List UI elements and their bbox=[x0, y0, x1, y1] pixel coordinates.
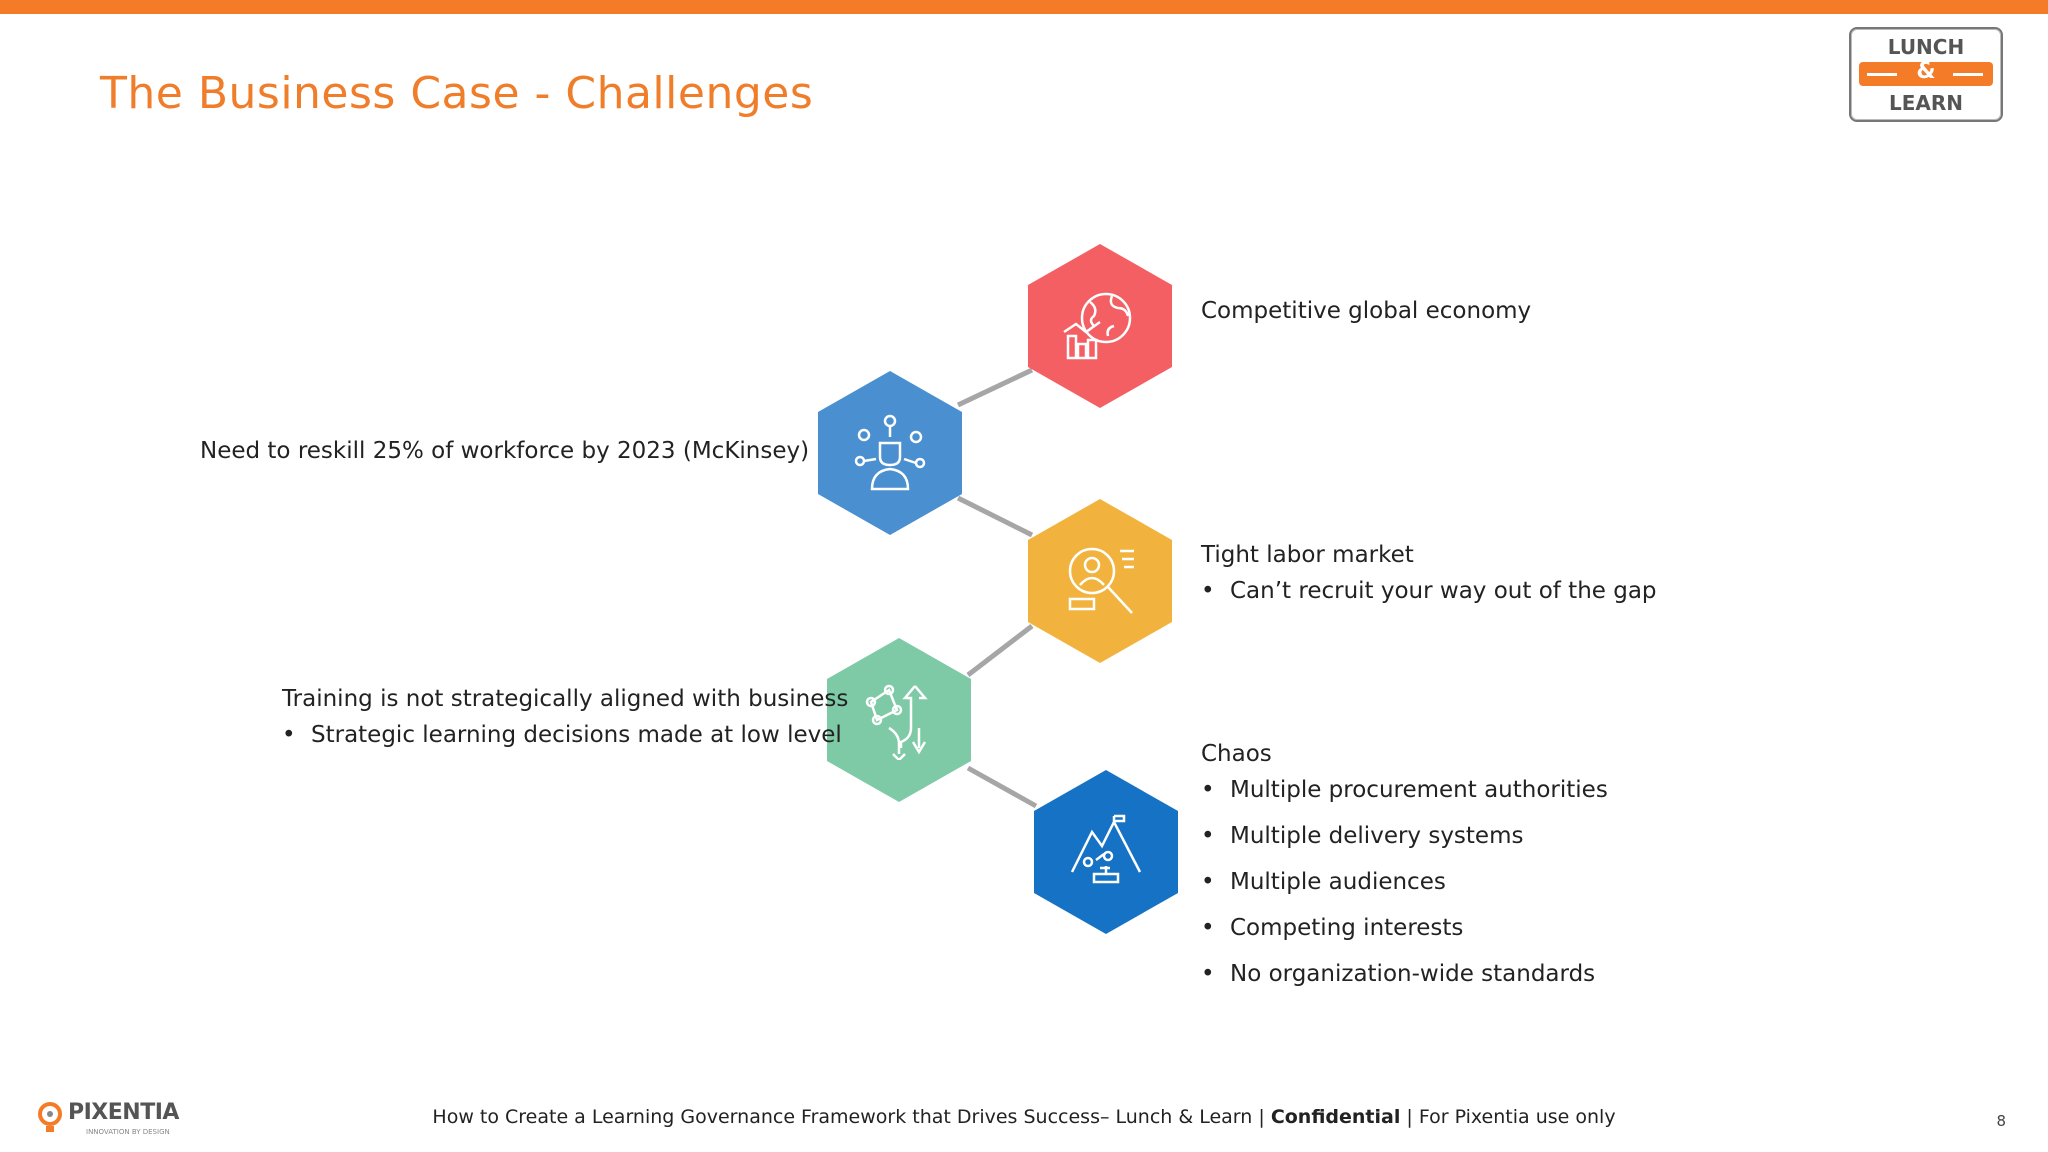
footer-text-main: How to Create a Learning Governance Framework that Drives Success– Lunch & Learn | bbox=[432, 1106, 1271, 1128]
badge-middle-text: & bbox=[1916, 59, 1936, 84]
footer-text-usage: | For Pixentia use only bbox=[1400, 1106, 1616, 1128]
logo-text: PIXENTIA bbox=[68, 1100, 179, 1125]
connector-line bbox=[958, 370, 1032, 405]
challenge-block-4 bbox=[282, 686, 848, 758]
footer-text bbox=[0, 1106, 2048, 1128]
globe-chart-icon bbox=[1060, 286, 1140, 366]
hex-person bbox=[818, 371, 962, 535]
challenge-bullets-5 bbox=[1201, 767, 1608, 997]
connector-line bbox=[968, 626, 1032, 675]
page-number: 8 bbox=[1996, 1112, 2006, 1130]
bullet-item: • Strategic learning decisions made at low level bbox=[282, 712, 848, 758]
badge-top-text: LUNCH bbox=[1887, 35, 1965, 59]
challenge-block-5 bbox=[1201, 741, 1608, 997]
hex-strategy bbox=[827, 638, 971, 802]
logo-tagline: INNOVATION BY DESIGN bbox=[86, 1128, 170, 1136]
person-skills-icon bbox=[850, 413, 930, 493]
footer-text-confidential: Confidential bbox=[1270, 1106, 1401, 1128]
bullet-item: • Multiple procurement authorities bbox=[1201, 767, 1608, 813]
hex-globe bbox=[1028, 244, 1172, 408]
challenge-heading-2: Need to reskill 25% of workforce by 2023 (McKinsey) bbox=[200, 438, 810, 464]
bullet-item: • Multiple delivery systems bbox=[1201, 813, 1608, 859]
challenge-block-3 bbox=[1201, 542, 1657, 614]
challenge-heading-3: Tight labor market bbox=[1201, 542, 1414, 568]
connector-line bbox=[958, 498, 1032, 535]
challenge-heading-4: Training is not strategically aligned with business bbox=[282, 686, 849, 712]
bullet-item: • Competing interests bbox=[1201, 905, 1608, 951]
chaos-mountain-icon bbox=[1066, 812, 1146, 892]
hex-talent-search bbox=[1028, 499, 1172, 663]
challenge-heading-1: Competitive global economy bbox=[1201, 298, 1532, 324]
connector-line bbox=[968, 768, 1036, 806]
challenge-bullets-4 bbox=[282, 712, 848, 758]
talent-search-icon bbox=[1060, 541, 1140, 621]
bullet-item: • Can’t recruit your way out of the gap bbox=[1201, 568, 1657, 614]
slide-title: The Business Case - Challenges bbox=[100, 68, 814, 119]
challenge-bullets-3 bbox=[1201, 568, 1657, 614]
badge-bottom-text: LEARN bbox=[1888, 91, 1964, 115]
strategy-arrows-icon bbox=[859, 680, 939, 760]
bullet-item: • Multiple audiences bbox=[1201, 859, 1608, 905]
challenge-heading-5: Chaos bbox=[1201, 741, 1272, 767]
hex-chaos bbox=[1034, 770, 1178, 934]
bullet-item: • No organization-wide standards bbox=[1201, 951, 1608, 997]
